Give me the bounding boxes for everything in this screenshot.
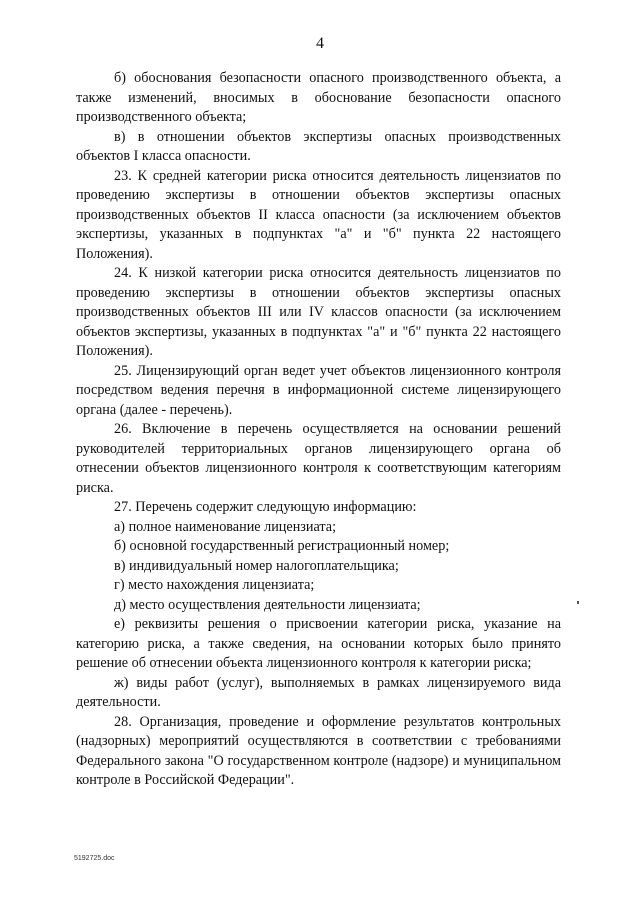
paragraph-27-registry-content: 27. Перечень содержит следующую информацию:	[114, 499, 417, 515]
paragraph-b-justification: б) обоснования безопасности опасного производственного объекта, а также изменений, вносимых в обоснование безопасности опасного производственного объекта;	[76, 70, 561, 125]
list-item-b-ogrn: б) основной государственный регистрационный номер;	[114, 538, 450, 554]
paragraph-28-control-measures: 28. Организация, проведение и оформление результатов контрольных (надзорных) мероприятий осуществляются в соответствии с требованиями Федерального закона "О государственном контроле (надзоре) и муниципальном контроле в Российской Федерации".	[76, 713, 561, 788]
paragraph-v-class-one: в) в отношении объектов экспертизы опасных производственных объектов I класса опасности.	[76, 128, 561, 164]
list-item-d-activity-place: д) место осуществления деятельности лицензиата;	[114, 596, 421, 613]
list-item-v-inn: в) индивидуальный номер налогоплательщика;	[114, 557, 399, 574]
list-item-g-location: г) место нахождения лицензиата;	[114, 577, 315, 593]
paragraph-23-medium-risk: 23. К средней категории риска относится деятельность лицензиатов по проведению экспертизы в отношении объектов экспертизы опасных производственных объектов II класса опасности (за исключением объектов экспертизы, указанных в подпунктах "а" и "б" пункта 22 настоящего Положения).	[76, 167, 561, 262]
paragraph-25-registry: 25. Лицензирующий орган ведет учет объектов лицензионного контроля посредством ведения перечня в информационной системе лицензирующего органа (далее - перечень).	[76, 362, 561, 418]
list-item-a-full-name: а) полное наименование лицензиата;	[114, 518, 337, 535]
scan-speck	[577, 601, 579, 604]
document-body	[76, 69, 561, 791]
page-number: 4	[316, 35, 324, 52]
list-item-zh-work-types: ж) виды работ (услуг), выполняемых в рамках лицензируемого вида деятельности.	[76, 674, 561, 710]
paragraph-24-low-risk: 24. К низкой категории риска относится деятельность лицензиатов по проведению экспертизы в отношении объектов экспертизы опасных производственных объектов III или IV классов опасности (за исключением объектов экспертизы, указанных в подпунктах "а" и "б" пункта 22 настоящего Положения).	[76, 265, 561, 359]
footer-file-code: 5192725.doc	[74, 855, 115, 862]
paragraph-26-inclusion: 26. Включение в перечень осуществляется на основании решений руководителей территориальных органов лицензирующего органа об отнесении объектов лицензионного контроля к соответствующим категориям риска.	[76, 421, 561, 496]
list-item-e-decision-details: е) реквизиты решения о присвоении категории риска, указание на категорию риска, а также сведения, на основании которых было принято решение об отнесении объекта лицензионного контроля к категории риска;	[76, 616, 561, 671]
